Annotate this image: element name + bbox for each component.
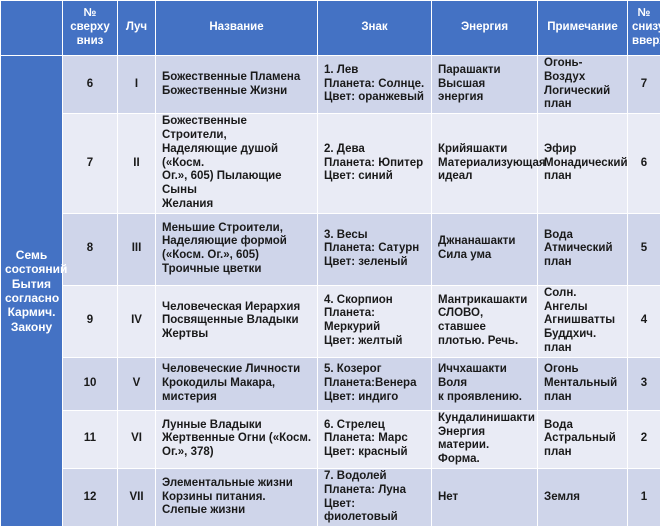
header-corner [1,1,63,56]
table-row [1,285,661,357]
cell-energy: Мантрикашакти СЛОВО, ставшее плотью. Речь. [432,285,538,357]
cell-top-num: 12 [63,468,118,526]
cell-bottom-num: 1 [628,468,661,526]
cell-name: Человеческие Личности Крокодилы Макара, мистерия [156,357,318,410]
cell-energy: Иччхашакти Воля к проявлению. [432,357,538,410]
header-row [1,1,661,56]
table-row [1,56,661,114]
cell-name: Элементальные жизни Корзины питания. Слепые жизни [156,468,318,526]
header-sign: Знак [318,1,432,56]
cell-energy: Парашакти Высшая энергия [432,56,538,114]
cell-top-num: 8 [63,213,118,285]
cell-sign: 3. Весы Планета: Сатурн Цвет: зеленый [318,213,432,285]
cell-ray: V [118,357,156,410]
cell-sign: 7. Водолей Планета: Луна Цвет: фиолетовый [318,468,432,526]
cell-sign: 2. Дева Планета: Юпитер Цвет: синий [318,114,432,214]
cell-ray: VII [118,468,156,526]
side-label: Семь состояний Бытия согласно Кармич. Закону [1,56,63,527]
cell-ray: II [118,114,156,214]
cell-sign: 1. Лев Планета: Солнце. Цвет: оранжевый [318,56,432,114]
table-row [1,410,661,468]
cell-energy: Крийяшакти Материализующая идеал [432,114,538,214]
table-row [1,357,661,410]
cell-name: Божественные Пламена Божественные Жизни [156,56,318,114]
cell-sign: 4. Скорпион Планета: Меркурий Цвет: желтый [318,285,432,357]
header-ray: Луч [118,1,156,56]
header-note: Примечание [538,1,628,56]
cell-top-num: 10 [63,357,118,410]
cell-top-num: 6 [63,56,118,114]
cell-note: Огонь-Воздух Логический план [538,56,628,114]
table-row [1,213,661,285]
cell-sign: 6. Стрелец Планета: Марс Цвет: красный [318,410,432,468]
cell-bottom-num: 7 [628,56,661,114]
cell-energy: Джнанашакти Сила ума [432,213,538,285]
header-energy: Энергия [432,1,538,56]
cell-bottom-num: 3 [628,357,661,410]
cell-bottom-num: 2 [628,410,661,468]
cell-note: Солн. Ангелы Агнишватты Буддхич. план [538,285,628,357]
cell-top-num: 11 [63,410,118,468]
cell-energy: Кундалинишакти Энергия материи. Форма. [432,410,538,468]
cell-ray: III [118,213,156,285]
cell-note: Земля [538,468,628,526]
cell-note: Вода Астральный план [538,410,628,468]
cell-sign: 5. Козерог Планета:Венера Цвет: индиго [318,357,432,410]
cell-bottom-num: 5 [628,213,661,285]
cell-bottom-num: 4 [628,285,661,357]
cell-name: Человеческая Иерархия Посвященные Владыки Жертвы [156,285,318,357]
cell-ray: IV [118,285,156,357]
header-top-num: № сверху вниз [63,1,118,56]
cell-name: Меньшие Строители, Наделяющие формой («Косм. Ог.», 605) Троичные цветки [156,213,318,285]
cell-ray: VI [118,410,156,468]
cell-name: Лунные Владыки Жертвенные Огни («Косм. Ог.», 378) [156,410,318,468]
table-row [1,114,661,214]
cell-energy: Нет [432,468,538,526]
cell-note: Эфир Монадический план [538,114,628,214]
cell-top-num: 7 [63,114,118,214]
header-name: Название [156,1,318,56]
header-bottom-num: № снизу вверх [628,1,661,56]
cell-bottom-num: 6 [628,114,661,214]
cell-top-num: 9 [63,285,118,357]
table-row [1,468,661,526]
cell-ray: I [118,56,156,114]
cell-note: Вода Атмический план [538,213,628,285]
cell-name: Божественные Строители, Наделяющие душой («Косм. Ог.», 605) Пылающие Сыны Желания [156,114,318,214]
cell-note: Огонь Ментальный план [538,357,628,410]
